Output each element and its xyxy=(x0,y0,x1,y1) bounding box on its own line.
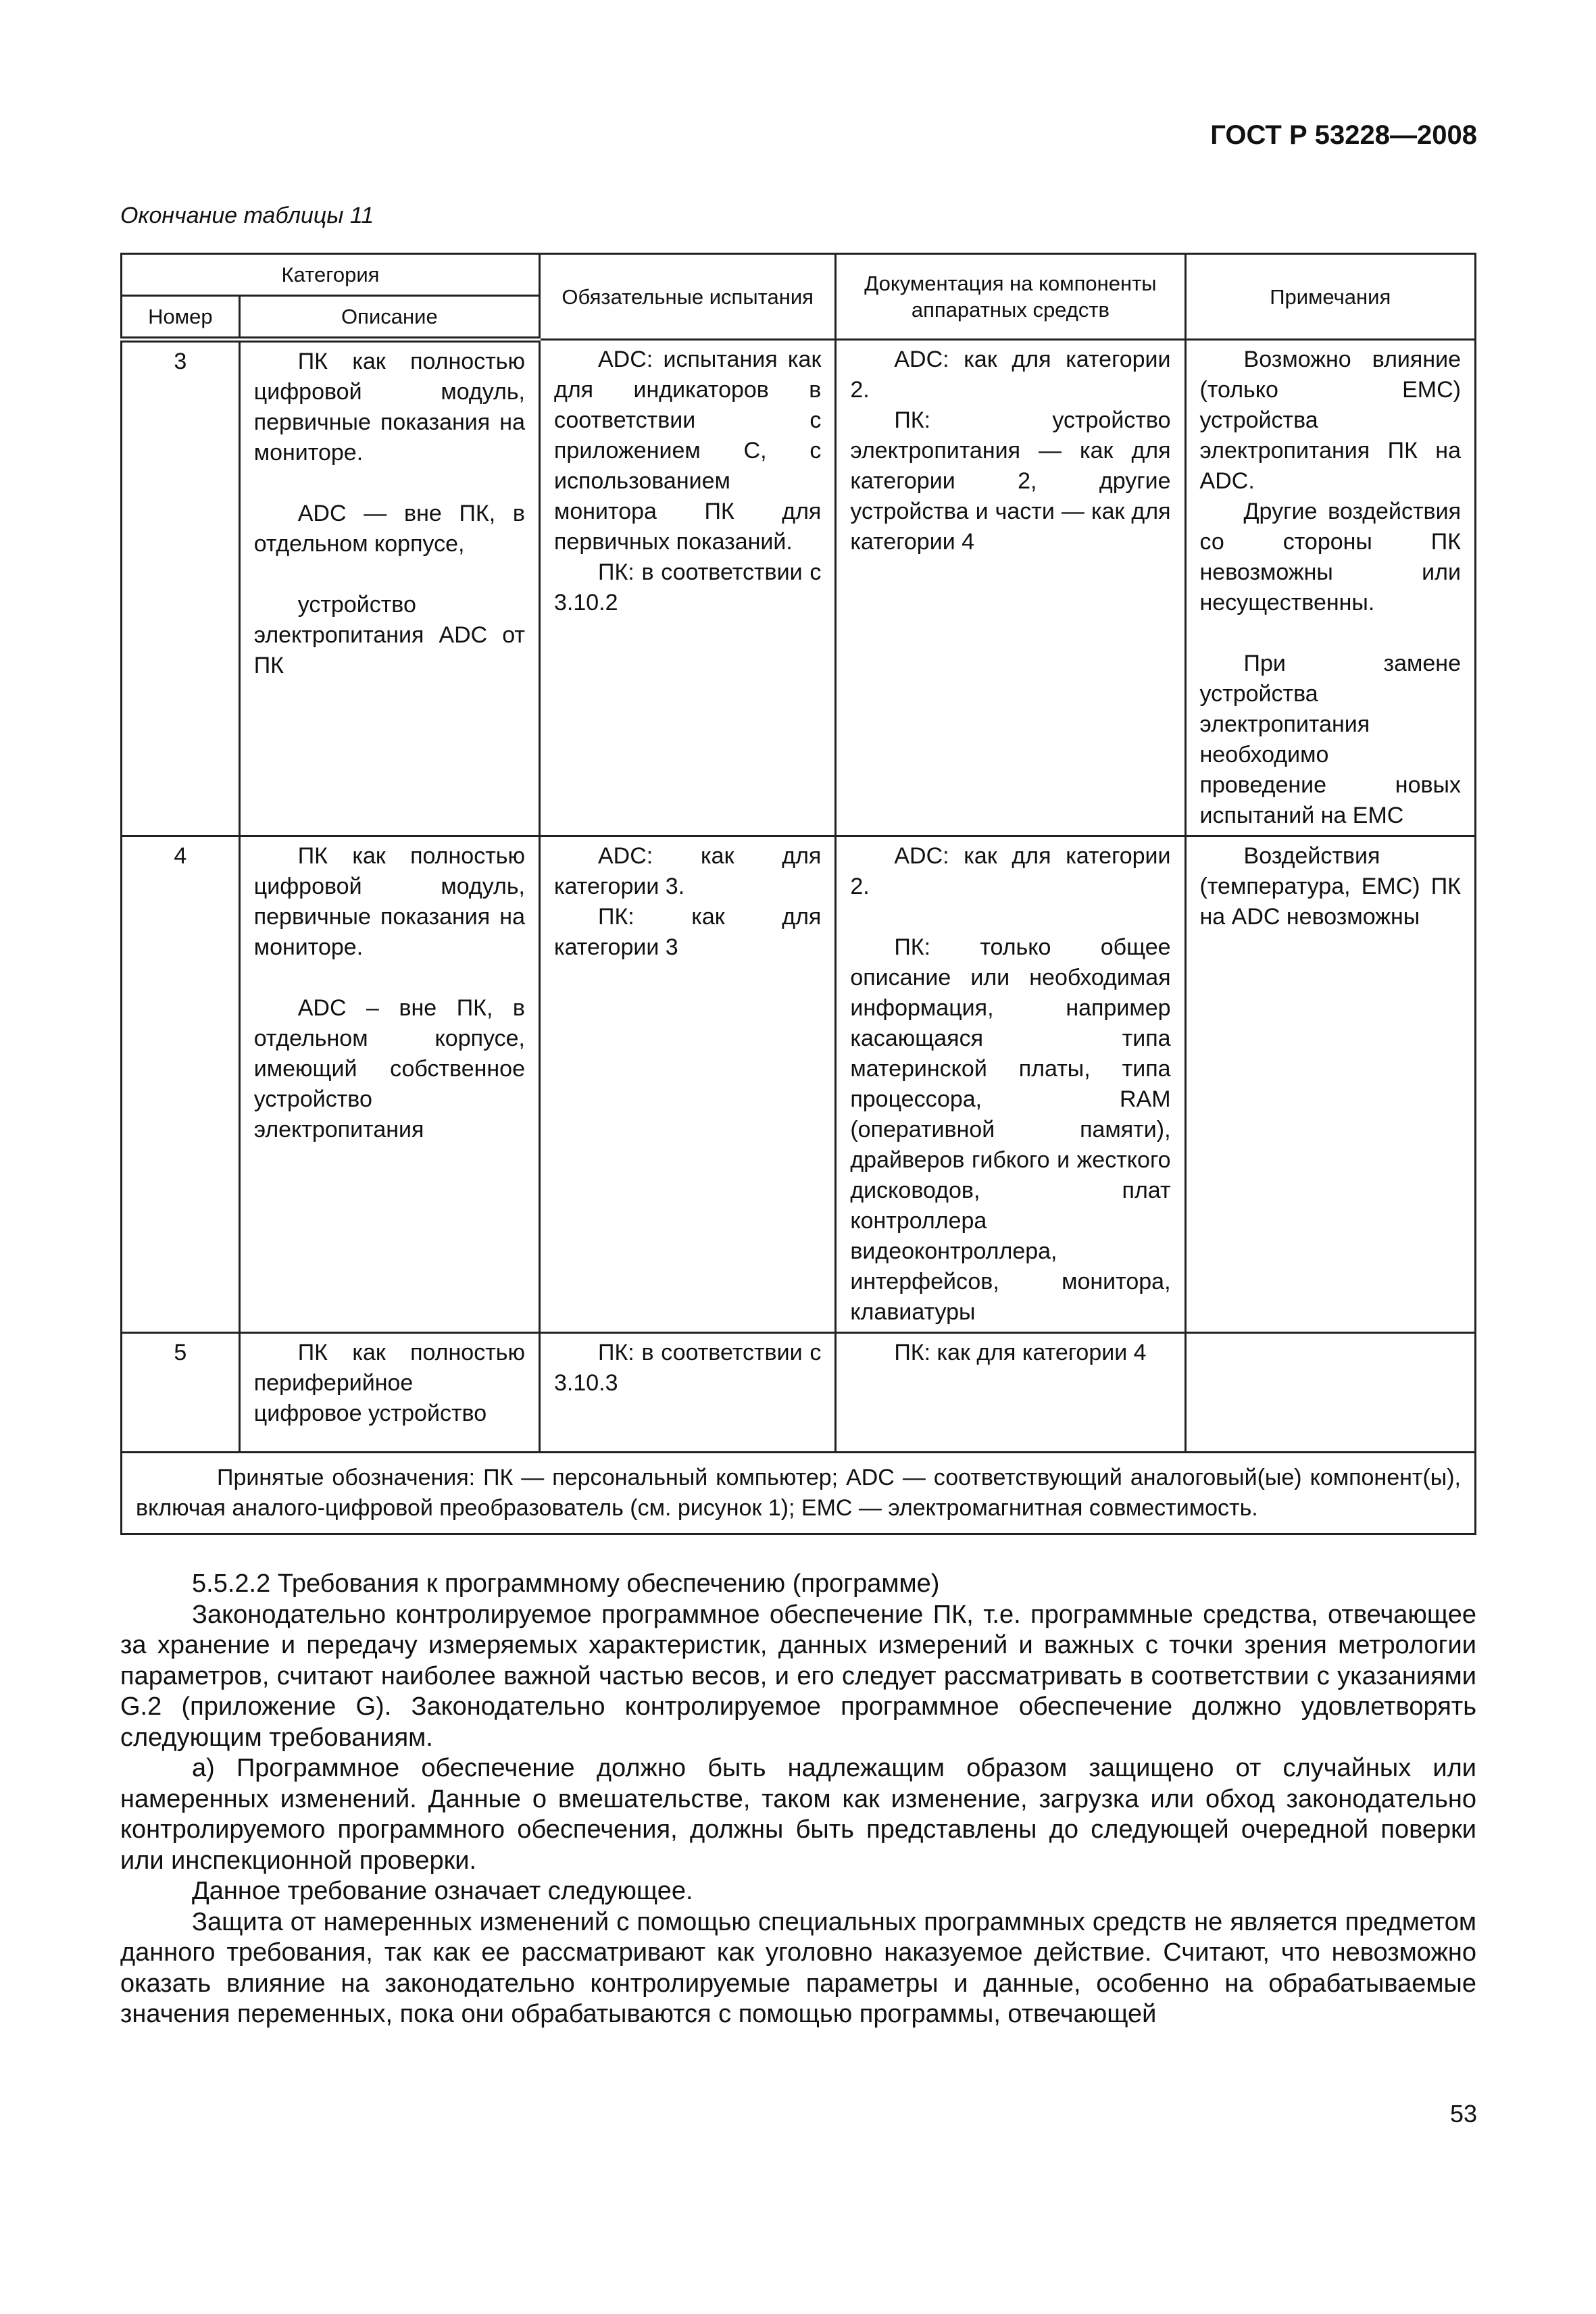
row-docs xyxy=(836,836,1185,1333)
table-row xyxy=(122,836,1476,1333)
description-text: ADC — вне ПК, в отдельном корпусе, xyxy=(253,501,525,557)
standard-code: ГОСТ Р 53228—2008 xyxy=(1210,120,1477,150)
docs-text: ПК: устройство электропитания — как для категории 2, другие устройства и части — как для категории 4 xyxy=(850,407,1171,555)
docs-text: ПК: как для категории 4 xyxy=(894,1340,1147,1365)
table-row xyxy=(122,340,1476,836)
header-category: Категория xyxy=(122,254,540,296)
table-caption: Окончание таблицы 11 xyxy=(120,203,374,228)
header-docs: Документация на компоненты аппаратных средств xyxy=(836,254,1185,340)
row-number: 3 xyxy=(122,340,240,836)
row-description xyxy=(239,836,539,1333)
docs-text: ADC: как для категории 2. xyxy=(850,843,1171,899)
tests-text: ПК: в соответствии с 3.10.3 xyxy=(554,1340,822,1396)
paragraph: Данное требование означает следующее. xyxy=(192,1877,693,1905)
row-description xyxy=(239,340,539,836)
notes-text: Другие воздействия со стороны ПК невозможны или несущественны. xyxy=(1199,499,1461,615)
table-row xyxy=(122,1333,1476,1453)
paragraph: Защита от намеренных изменений с помощью специальных программных средств не является предметом данного требования, так как ее рассматривают как уголовно наказуемое действие. Считают, что невозможно оказать влияние на законодательно контролируемые параметры и данные, особенно на обрабатываемые значения переменных, пока они обрабатываются с помощью программы, отвечающей xyxy=(120,1907,1476,2028)
header-notes: Примечания xyxy=(1185,254,1475,340)
description-text: ПК как полностью цифровой модуль, первичные показания на мониторе. xyxy=(253,843,525,960)
paragraph: а) Программное обеспечение должно быть надлежащим образом защищено от случайных или намеренных изменений. Данные о вмешательстве, таком как изменение, загрузка или обход законодательно контролируемого программного обеспечения, должны быть представлены до следующей очередной поверки или инспекционной проверки. xyxy=(120,1754,1476,1875)
notes-text: При замене устройства электропитания необходимо проведение новых испытаний на ЕМС xyxy=(1199,651,1461,828)
description-text: ADC – вне ПК, в отдельном корпусе, имеющий собственное устройство электропитания xyxy=(253,995,525,1142)
header-tests: Обязательные испытания xyxy=(540,254,836,340)
body-text xyxy=(120,1569,1476,2030)
notes-text: Воздействия (температура, ЕМС) ПК на ADC невозможны xyxy=(1199,843,1461,930)
row-description xyxy=(239,1333,539,1453)
notes-text: Возможно влияние (только ЕМС) устройства электропитания ПК на ADC. xyxy=(1199,347,1461,494)
row-tests xyxy=(540,836,836,1333)
docs-text: ПК: только общее описание или необходимая информация, например касающаяся типа материнской платы, типа процессора, RAM (оперативной памяти), драйверов гибкого и жесткого дисководов, плат контроллера видеоконтроллера, интерфейсов, монитора, клавиатуры xyxy=(850,934,1171,1325)
description-text: устройство электропитания ADC от ПК xyxy=(253,592,525,678)
row-docs xyxy=(836,340,1185,836)
header-number: Номер xyxy=(122,296,240,340)
tests-text: ПК: в соответствии с 3.10.2 xyxy=(554,559,822,615)
row-notes xyxy=(1185,836,1475,1333)
row-notes xyxy=(1185,1333,1475,1453)
row-number: 5 xyxy=(122,1333,240,1453)
row-tests xyxy=(540,340,836,836)
description-text: ПК как полностью цифровой модуль, первичные показания на мониторе. xyxy=(253,349,525,466)
legend-row xyxy=(122,1453,1476,1534)
tests-text: ADC: как для категории 3. xyxy=(554,843,822,899)
tests-text: ПК: как для категории 3 xyxy=(554,904,822,960)
header-description: Описание xyxy=(239,296,539,340)
tests-text: ADC: испытания как для индикаторов в соответствии с приложением С, с использованием монитора ПК для первичных показаний. xyxy=(554,347,822,555)
row-tests xyxy=(540,1333,836,1453)
description-text: ПК как полностью периферийное цифровое устройство xyxy=(253,1340,525,1426)
table-header-row xyxy=(122,254,1476,296)
row-number: 4 xyxy=(122,836,240,1333)
section-heading: 5.5.2.2 Требования к программному обеспечению (программе) xyxy=(192,1569,940,1598)
category-table xyxy=(120,253,1476,1535)
legend-text: Принятые обозначения: ПК — персональный компьютер; ADC — соответствующий аналоговый(ые) компонент(ы), включая аналого-цифровой преобразователь (см. рисунок 1); ЕМС — электромагнитная совместимость. xyxy=(136,1465,1461,1521)
page-number: 53 xyxy=(1449,2100,1477,2128)
paragraph: Законодательно контролируемое программное обеспечение ПК, т.е. программные средства, отвечающее за хранение и передачу измеряемых характеристик, данных измерений и важных с точки зрения метрологии параметров, считают наиболее важной частью весов, и его следует рассматривать в соответствии с указаниями G.2 (приложение G). Законодательно контролируемое программное обеспечение должно удовлетворять следующим требованиям. xyxy=(120,1600,1476,1752)
docs-text: ADC: как для категории 2. xyxy=(850,347,1171,403)
row-notes xyxy=(1185,340,1475,836)
row-docs xyxy=(836,1333,1185,1453)
table-legend xyxy=(122,1453,1476,1534)
